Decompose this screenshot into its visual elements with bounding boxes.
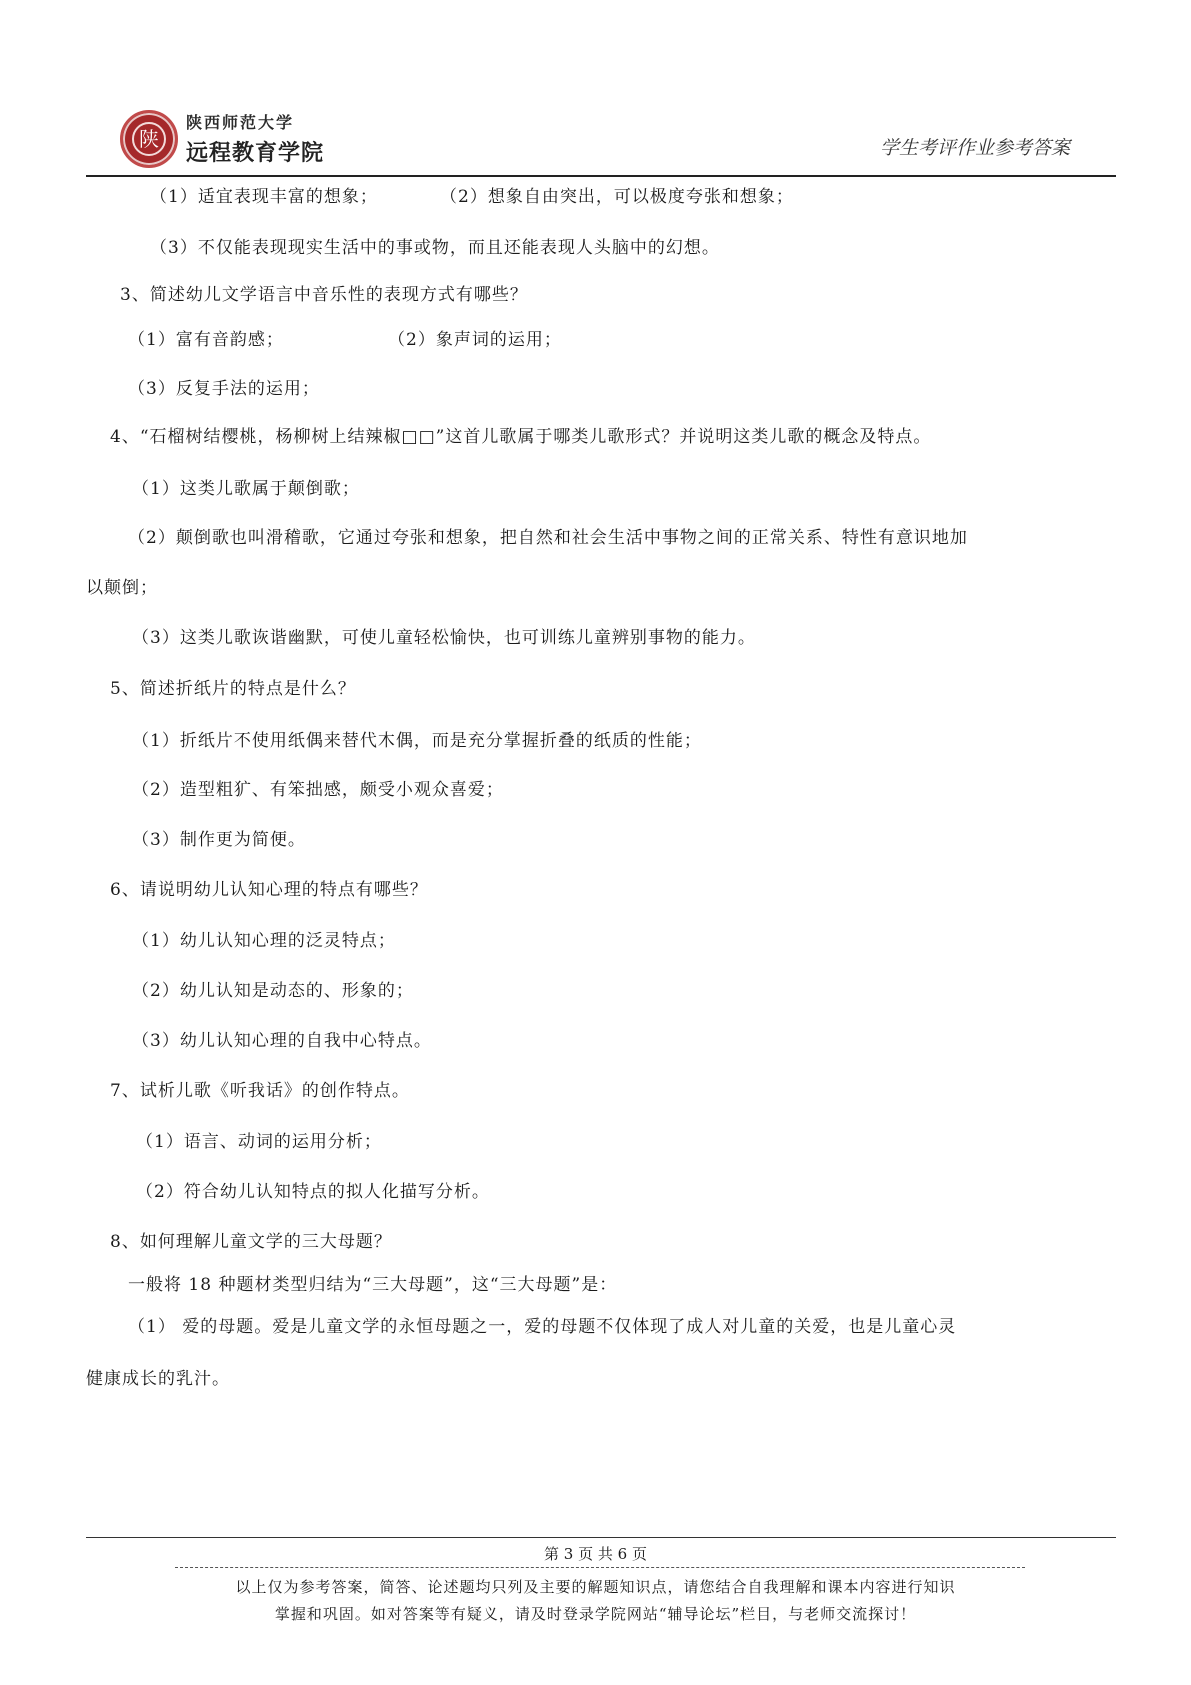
college-name: 远程教育学院 — [186, 141, 325, 166]
answer-line: 健康成长的乳汁。 — [86, 1369, 230, 1389]
university-seal-logo — [120, 110, 178, 168]
header-divider — [86, 175, 1116, 177]
document-type-label: 学生考评作业参考答案 — [879, 137, 1070, 159]
answer-line: （1）语言、动词的运用分析； — [136, 1132, 382, 1152]
answer-line: （3）制作更为简便。 — [132, 830, 306, 850]
question-heading: 7、试析儿歌《听我话》的创作特点。 — [110, 1081, 410, 1101]
answer-line: （3）这类儿歌诙谐幽默，可使儿童轻松愉快，也可训练儿童辨别事物的能力。 — [132, 628, 756, 648]
answer-line: （1）适宜表现丰富的想象； — [150, 187, 378, 207]
footer-dashed-divider — [175, 1567, 1025, 1568]
answer-line: （1）富有音韵感； — [128, 330, 284, 350]
question-heading: 5、简述折纸片的特点是什么？ — [110, 679, 356, 699]
question-heading: 8、如何理解儿童文学的三大母题？ — [110, 1232, 392, 1252]
footer-note-line2: 掌握和巩固。如对答案等有疑义，请及时登录学院网站“辅导论坛”栏目，与老师交流探讨！ — [274, 1605, 917, 1623]
answer-line: （2）符合幼儿认知特点的拟人化描写分析。 — [136, 1182, 490, 1202]
question-heading: 6、请说明幼儿认知心理的特点有哪些？ — [110, 880, 428, 900]
answer-line: （2）想象自由突出，可以极度夸张和想象； — [440, 187, 794, 207]
answer-line: 以颠倒； — [86, 578, 158, 598]
answer-line: （1）这类儿歌属于颠倒歌； — [132, 479, 360, 499]
question-heading: 3、简述幼儿文学语言中音乐性的表现方式有哪些？ — [120, 285, 528, 305]
answer-line: （2）象声词的运用； — [388, 330, 562, 350]
footer-note-line1: 以上仅为参考答案，简答、论述题均只列及主要的解题知识点，请您结合自我理解和课本内容进行知识 — [235, 1578, 956, 1596]
answer-line: （2）造型粗犷、有笨拙感，颇受小观众喜爱； — [132, 780, 504, 800]
seal-character: 陕 — [132, 122, 166, 156]
answer-intro: 一般将 18 种题材类型归结为“三大母题”，这“三大母题”是： — [128, 1275, 618, 1295]
answer-line: （1）折纸片不使用纸偶来替代木偶，而是充分掌握折叠的纸质的性能； — [132, 731, 702, 751]
answer-line: （1）幼儿认知心理的泛灵特点； — [132, 931, 396, 951]
answer-line: （3）不仅能表现现实生活中的事或物，而且还能表现人头脑中的幻想。 — [150, 238, 720, 258]
footer-divider — [86, 1537, 1116, 1538]
page-number: 第 3 页 共 6 页 — [544, 1545, 647, 1563]
university-name: 陕西师范大学 — [186, 113, 295, 132]
question-heading: 4、“石榴树结樱桃，杨柳树上结辣椒□□”这首儿歌属于哪类儿歌形式？并说明这类儿歌的概念及特点。 — [110, 427, 932, 447]
answer-line: （2）颠倒歌也叫滑稽歌，它通过夸张和想象，把自然和社会生活中事物之间的正常关系、特性有意识地加 — [128, 528, 968, 548]
answer-line: （3）反复手法的运用； — [128, 379, 320, 399]
answer-line: （2）幼儿认知是动态的、形象的； — [132, 981, 414, 1001]
answer-line: （1） 爱的母题。爱是儿童文学的永恒母题之一，爱的母题不仅体现了成人对儿童的关爱，也是儿童心灵 — [128, 1317, 957, 1337]
answer-line: （3）幼儿认知心理的自我中心特点。 — [132, 1031, 432, 1051]
page-header — [86, 98, 1116, 178]
